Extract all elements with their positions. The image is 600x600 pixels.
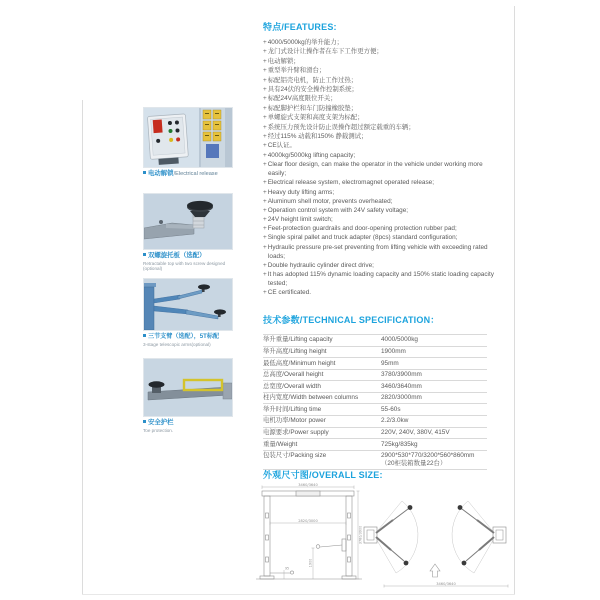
- feature-item-cn: [263, 47, 497, 56]
- spec-value-text: 1900mm: [381, 347, 406, 355]
- feature-text: Operation control system with 24V safety voltage;: [267, 206, 409, 214]
- feature-item-en: [263, 160, 497, 178]
- feature-item-en: [263, 224, 497, 233]
- spec-row: [263, 404, 487, 416]
- feature-text: Heavy duty lifting arms;: [267, 188, 335, 196]
- feature-item-en: [263, 215, 497, 224]
- overall-size-drawing: [256, 483, 514, 595]
- page-fold-line-right: [514, 6, 515, 594]
- spec-value: [381, 441, 487, 449]
- spec-row: [263, 370, 487, 382]
- spec-row: [263, 439, 487, 451]
- caption-title: 三节支臂（选配），5T标配: [148, 333, 220, 340]
- spec-row: [263, 428, 487, 440]
- toe-guard-illustration: [144, 359, 232, 416]
- feature-text: It has adopted 115% dynamic loading capacity and 150% static loading capacity tested;: [267, 271, 494, 288]
- caption-title: 双螺旋托板（选配）: [148, 252, 206, 259]
- photo-toe-protection: [143, 358, 233, 417]
- spec-row: [263, 358, 487, 370]
- feature-text: 4000/5000kg的举升能力；: [267, 39, 344, 46]
- caption-subtitle: Toe protection.: [143, 428, 174, 433]
- spec-row: [263, 381, 487, 393]
- spec-label: 举升高度/Lifting height: [263, 347, 327, 355]
- spec-label: 最低高度/Minimum height: [263, 359, 336, 367]
- release-handle: [153, 120, 163, 134]
- spec-value: [381, 452, 487, 468]
- spec-value: [381, 336, 487, 344]
- product-card-spiral-pallet: [143, 193, 233, 272]
- features-header: 特点/FEATURES:: [263, 22, 337, 32]
- caption-bullet-icon: [143, 253, 146, 256]
- dimension-drawing: [256, 483, 514, 595]
- caption-subtitle: Retractable top with two screw designed (optional): [143, 261, 226, 272]
- size-header: 外观尺寸图/OVERALL SIZE:: [263, 470, 383, 480]
- feature-text: 24V height limit switch;: [267, 216, 333, 224]
- feature-text: 系统压力预先设计防止误操作超过额定载重的车辆；: [267, 123, 415, 131]
- feature-item-cn: [263, 66, 497, 75]
- feature-text: 电动解锁；: [267, 57, 300, 65]
- feature-text: Clear floor design, can make the operator in the vehicle under working more easily;: [267, 161, 483, 178]
- feature-text: Double hydraulic cylinder direct drive;: [267, 261, 374, 269]
- spec-value: [381, 406, 487, 414]
- feature-item-cn: [263, 113, 497, 122]
- spec-value-text: 95mm: [381, 359, 399, 367]
- feature-item-en: [263, 151, 497, 160]
- page-fold-line-left: [82, 100, 83, 594]
- feature-item-cn: [263, 38, 497, 47]
- spec-value: [381, 429, 487, 437]
- feature-item-cn: [263, 85, 497, 94]
- control-box-illustration: [144, 108, 232, 167]
- spec-value-text: 4000/5000kg: [381, 336, 418, 344]
- caption-bullet-icon: [143, 171, 146, 174]
- spec-label: 电机功率/Motor power: [263, 417, 326, 425]
- feature-item-en: [263, 261, 497, 270]
- feature-text: CE认证。: [267, 142, 296, 150]
- feature-text: 龙门式设计让操作者在车下工作更方便；: [267, 48, 383, 56]
- spec-label: 包装尺寸/Packing size: [263, 452, 327, 460]
- caption-toe-protection: [143, 419, 233, 427]
- feature-item-cn: [263, 104, 497, 113]
- spec-table: [263, 334, 487, 470]
- feature-item-en: [263, 206, 497, 215]
- spiral-pallet-illustration: [144, 194, 232, 249]
- drive-direction-arrow-icon: [430, 564, 440, 577]
- spec-row: [263, 393, 487, 405]
- feature-text: 重型举升臂和滑台；: [267, 67, 326, 75]
- spec-label: 重量/Weight: [263, 440, 298, 448]
- spec-label: 电源要求/Power supply: [263, 429, 329, 437]
- spec-value: [381, 383, 487, 391]
- spec-row: [263, 347, 487, 359]
- caption-title: 安全护栏: [148, 419, 174, 426]
- caption-spiral-pallet: [143, 252, 233, 260]
- feature-item-en: [263, 233, 497, 242]
- spec-label: 柱内宽度/Width between columns: [263, 394, 359, 402]
- caption-subtitle: 3-stage telescopic arms(optional): [143, 342, 211, 347]
- spec-value-text: 2820/3000mm: [381, 394, 422, 402]
- spec-value-text: 3780/3900mm: [381, 371, 422, 379]
- feature-text: CE certificated.: [267, 289, 312, 297]
- feature-text: Hydraulic pressure pre-set preventing from lifting vehicle with exceeding rated loads;: [267, 243, 488, 260]
- spec-row: [263, 416, 487, 428]
- feature-item-en: [263, 188, 497, 197]
- feature-item-cn: [263, 123, 497, 132]
- feature-item-cn: [263, 141, 497, 150]
- caption-telescopic-arms: [143, 333, 233, 341]
- feature-item-en: [263, 197, 497, 206]
- features-list-cn: [263, 38, 497, 151]
- caption-bullet-icon: [143, 420, 146, 423]
- photo-electrical-release: [143, 107, 233, 168]
- spec-value: [381, 348, 487, 356]
- feature-item-cn: [263, 76, 497, 85]
- feature-item-en: [263, 178, 497, 187]
- spec-value-text: 220V, 240V, 380V, 415V: [381, 429, 450, 437]
- telescopic-arms-illustration: [144, 279, 232, 330]
- feature-item-cn: [263, 94, 497, 103]
- caption-subtitle: /Electrical release: [173, 171, 218, 177]
- spec-value: [381, 360, 487, 368]
- product-card-electrical-release: [143, 107, 233, 178]
- caption-bullet-icon: [143, 334, 146, 337]
- feature-text: 标配脚护栏和车门防撞橡胶垫；: [267, 104, 358, 112]
- spec-label: 总宽度/Overall width: [263, 382, 321, 390]
- feature-item-en: [263, 288, 497, 297]
- top-view-right-column: [452, 501, 506, 573]
- dimension-overall-height: 3780/3900: [358, 525, 363, 545]
- product-card-telescopic-arms: [143, 278, 233, 347]
- caption-title: 电动解锁: [148, 170, 174, 177]
- product-card-toe-protection: [143, 358, 233, 433]
- feature-text: 标配24V高度限位开关；: [267, 95, 337, 103]
- feature-text: 单螺旋式支架和高度支架为标配；: [267, 114, 364, 122]
- features-list-en: [263, 151, 497, 298]
- photo-telescopic-arms: [143, 278, 233, 331]
- spec-value-text: 2.2/3.0kw: [381, 417, 409, 425]
- spec-header: 技术参数/TECHNICAL SPECIFICATION：: [263, 315, 440, 325]
- feature-item-en: [263, 243, 497, 261]
- dimension-min-height: 95: [284, 566, 290, 571]
- dimension-lift-height: 1900: [308, 558, 313, 568]
- spec-label: 举升时间/Lifting time: [263, 405, 322, 413]
- spec-value-note: （20柜装箱数量22台）: [381, 459, 447, 467]
- feature-item-cn: [263, 132, 497, 141]
- feature-text: 标配铝壳电机，防止工作过热；: [267, 76, 358, 84]
- spec-value-text: 3460/3640mm: [381, 382, 422, 390]
- spec-value: [381, 394, 487, 402]
- feature-text: 4000kg/5000kg lifting capacity;: [267, 152, 356, 159]
- feature-text: 具有24伏的安全操作控制系统；: [267, 86, 358, 94]
- photo-spiral-pallet: [143, 193, 233, 250]
- dimension-top-width: 3460/3640: [298, 483, 318, 487]
- spec-value-text: 55-60s: [381, 405, 401, 413]
- feature-text: 经过115% 动载和150% 静载测试；: [267, 133, 368, 141]
- spec-value: [381, 371, 487, 379]
- feature-text: Aluminum shell motor, prevents overheated;: [267, 197, 393, 205]
- spec-value-text: 2900*530*770/3200*560*860mm: [381, 452, 475, 460]
- spec-label: 举升重量/Lifting capacity: [263, 336, 333, 344]
- dimension-bottom-width: 3460/3640: [436, 581, 456, 586]
- caption-electrical-release: [143, 170, 233, 178]
- feature-text: Electrical release system, electromagnet operated release;: [267, 179, 434, 187]
- spec-label: 总高度/Overall height: [263, 371, 324, 379]
- feature-item-en: [263, 270, 497, 288]
- spec-row: [263, 335, 487, 347]
- feature-text: Feet-protection guardrails and door-opening protection rubber pad;: [267, 225, 457, 233]
- feature-item-cn: [263, 57, 497, 66]
- spec-value-text: 725kg/835kg: [381, 440, 418, 448]
- feature-text: Single spiral pallet and truck adapter (8pcs) standard configuration;: [267, 234, 458, 242]
- spec-value: [381, 417, 487, 425]
- dimension-between-columns: 2820/3000: [298, 518, 318, 523]
- top-view-left-column: [364, 501, 418, 573]
